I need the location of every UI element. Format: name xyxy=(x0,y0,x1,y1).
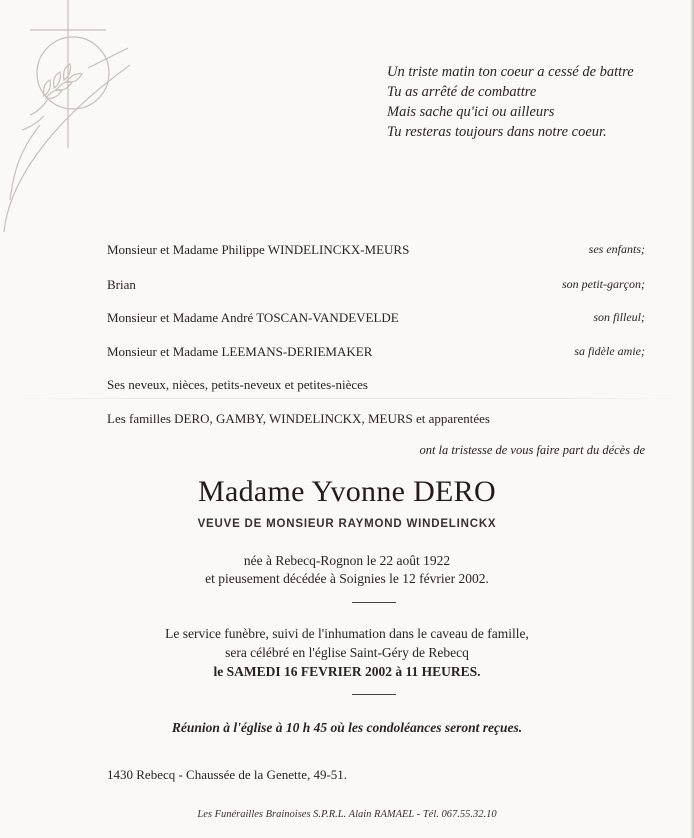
family-relation: ses enfants; xyxy=(588,242,645,256)
death-line: et pieusement décédée à Soignies le 12 février 2002. xyxy=(205,571,489,586)
family-member-name: Monsieur et Madame Philippe WINDELINCKX-MEURS xyxy=(107,242,410,257)
service-date: le SAMEDI 16 FEVRIER 2002 à 11 HEURES. xyxy=(213,664,481,679)
reunion-info: Réunion à l'église à 10 h 45 où les condoléances seront reçues. xyxy=(171,720,523,735)
relatives-line: Ses neveux, nièces, petits-neveux et petites-nièces xyxy=(107,377,368,392)
service-line: sera célébré en l'église Saint-Géry de Rebecq xyxy=(225,645,469,660)
wheat-stem-2 xyxy=(10,125,40,200)
poem xyxy=(387,62,677,142)
widow-prefix: VEUVE DE MONSIEUR RAYMOND xyxy=(197,518,403,530)
deceased-name: Madame Yvonne DERO xyxy=(198,475,496,508)
poem-line: Tu resteras toujours dans notre coeur. xyxy=(387,124,607,140)
birth-line: née à Rebecq-Rognon le 22 août 1922 xyxy=(243,553,451,568)
family-member-name: Monsieur et Madame LEEMANS-DERIEMAKER xyxy=(107,344,373,359)
poem-line: Tu as arrêté de combattre xyxy=(387,84,537,100)
family-row xyxy=(107,242,645,260)
service-line: Le service funèbre, suivi de l'inhumation dans le caveau de famille, xyxy=(165,626,529,641)
family-relation: sa fidèle amie; xyxy=(574,344,645,358)
page-edge-shadow xyxy=(690,0,694,838)
birth-death-info xyxy=(0,552,694,588)
wheat-stem xyxy=(4,65,130,232)
divider xyxy=(352,602,396,603)
address: 1430 Rebecq - Chaussée de la Genette, 49-51. xyxy=(107,767,348,782)
family-row xyxy=(107,344,645,362)
funeral-home-footer: Les Funérailles Brainoises S.P.R.L. Alain RAMAEL - Tél. 067.55.32.10 xyxy=(197,809,497,820)
service-info xyxy=(0,624,694,681)
poem-line: Un triste matin ton coeur a cessé de battre xyxy=(387,64,634,80)
cross-wheat-emblem-icon xyxy=(0,0,150,240)
family-member-name: Brian xyxy=(107,277,136,292)
family-relation: son filleul; xyxy=(593,310,645,324)
paper-fold xyxy=(0,398,694,399)
divider xyxy=(352,694,396,695)
widow-surname: WINDELINCKX xyxy=(406,518,497,530)
poem-line: Mais sache qu'ici ou ailleurs xyxy=(387,104,555,120)
family-relation: son petit-garçon; xyxy=(562,277,645,291)
announcement: ont la tristesse de vous faire part du décès de xyxy=(419,443,645,457)
family-row xyxy=(107,310,645,328)
family-row xyxy=(107,277,645,295)
family-member-name: Monsieur et Madame André TOSCAN-VANDEVELDE xyxy=(107,310,399,325)
families-line: Les familles DERO, GAMBY, WINDELINCKX, MEURS et apparentées xyxy=(107,411,490,426)
widow-of xyxy=(0,518,694,530)
